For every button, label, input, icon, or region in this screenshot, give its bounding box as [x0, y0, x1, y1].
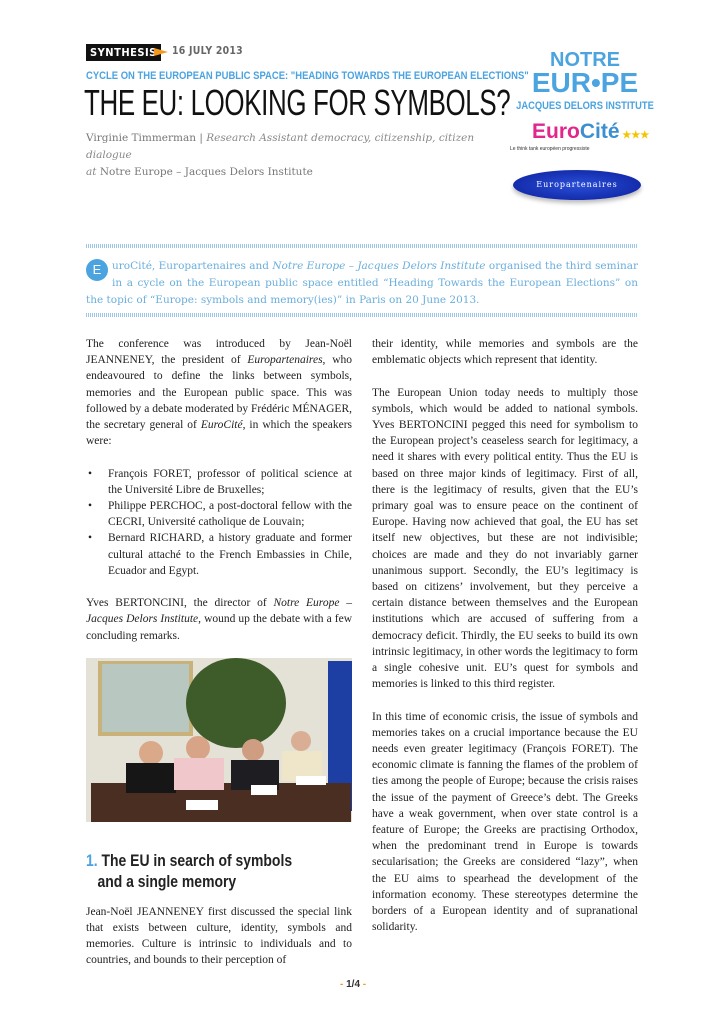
- europartenaires-logo: Europartenaires: [513, 170, 641, 200]
- paragraph: Yves BERTONCINI, the director of Notre Europe – Jacques Delors Institute, wound up the debate with a few concluding remarks.: [86, 597, 353, 642]
- paragraph: The conference was introduced by Jean-Noël JEANNENEY, the president of Europartenaires, who endeavoured to define the links between symbols, memories and the European public space. This was followed by a debate moderated by Frédéric MÉNAGER, the secretary general of EuroCité, in which the speakers were:: [86, 338, 353, 448]
- series-subtitle: CYCLE ON THE EUROPEAN PUBLIC SPACE: "HEADING TOWARDS THE EUROPEAN ELECTIONS": [86, 70, 529, 82]
- notre-europe-logo: [500, 50, 670, 116]
- logo-text: Cité: [579, 120, 620, 143]
- document-type-tag: SYNTHESIS: [86, 44, 161, 61]
- logo-text: JACQUES DELORS INSTITUTE: [516, 100, 654, 112]
- list-item: • Bernard RICHARD, a history graduate and former cultural attaché to the French Embassies in Chile, Ecuador and Egypt.: [86, 530, 352, 579]
- speaker-list: [86, 466, 352, 579]
- paragraph: Jean-Noël JEANNENEY first discussed the special link that exists between culture, identity, symbols and memories. Culture is intrinsic to individuals and to countries, and bounds to their perception of: [86, 905, 352, 967]
- arrow-icon: [154, 48, 168, 56]
- left-column: [86, 336, 352, 969]
- divider: [86, 244, 638, 248]
- paragraph: The European Union today needs to multiply those symbols, which would be added to national symbols. Yves BERTONCINI pegged this need for symbolism to the European project’s ceaseless search for legitimacy, a need it shares with every political entity. Thus the EU is based on three major kinds of legitimacy. First of all, there is the legitimacy of results, given that the EU’s primary goal was to ensure peace on the continent of Europe. Having now achieved that goal, the EU has set itself new objectives, but these are not indivisible; choices are made and they do not invariably garner unanimous support. Secondly, the EU’s legitimacy is based on citizens’ involvement, but they perceive a certain distance between themselves and the European institutions which are accused of suffering from a democracy deficit. Thirdly, the EU seeks to build its own intrinsic legitimacy, in other words the legitimacy to form a single cohesive unit. EU’s quest for symbols and memories is linked to this third register.: [372, 386, 638, 691]
- author-line: [86, 130, 506, 181]
- list-item: • François FORET, professor of political science at the Université Libre de Bruxelles;: [86, 466, 352, 498]
- author-at: at: [86, 166, 97, 178]
- conference-photo: [86, 658, 352, 822]
- publication-date: 16 JULY 2013: [172, 44, 243, 57]
- author-name: Virginie Timmerman: [86, 132, 197, 144]
- author-org: Notre Europe – Jacques Delors Institute: [96, 166, 313, 178]
- logo-text: EUR•PE: [531, 67, 639, 98]
- logo-text: NOTRE: [550, 49, 620, 71]
- page-number: - 1/4 -: [340, 979, 367, 990]
- divider: [86, 313, 638, 317]
- paragraph: their identity, while memories and symbols are the emblematic objects which represent that identity.: [372, 338, 638, 367]
- right-column: [372, 336, 638, 952]
- intro-paragraph: [86, 258, 638, 309]
- section-heading: 1. The EU in search of symbols and a single memory: [86, 850, 293, 891]
- paragraph: In this time of economic crisis, the issue of symbols and memories takes on a crucial importance because the EU needs even greater legitimacy (François FORET). The economic climate is fanning the flames of the problem of ties among the people of Europe; because the crisis raises the issue of the payment of Greece’s debt. The Greeks have a weak government, when over state control is a feature of Europe; the Greeks are practising Orthodox, when the predominant trend in Europe is towards secularisation; the Greeks are considered “lazy”, when the EU aims to spearhead the development of the information economy. These stereotypes determine the borders of a European identity and of supranational solidarity.: [372, 710, 638, 934]
- intro-text: uroCité, Europartenaires and: [112, 260, 273, 272]
- intro-text: Notre Europe – Jacques Delors Institute: [272, 260, 486, 272]
- intro-text: organised the third seminar in a cycle on the European public space entitled “Heading Towards the European Elections” on the topic of “Europe: symbols and memory(ies)” in Paris on 20 June 2013.: [86, 260, 638, 306]
- separator: |: [196, 132, 207, 144]
- dropcap: E: [86, 259, 108, 281]
- eurocite-logo: EuroCité ★★★: [532, 120, 650, 143]
- eurocite-tagline: Le think tank européen progressiste: [510, 146, 590, 152]
- logo-text: Euro: [532, 120, 580, 143]
- page-title: THE EU: LOOKING FOR SYMBOLS?: [84, 82, 511, 123]
- author-role: Research Assistant democracy, citizenship, citizen dialogue: [86, 132, 475, 161]
- list-item: • Philippe PERCHOC, a post-doctoral fellow with the CECRI, Université catholique de Louvain;: [86, 498, 352, 530]
